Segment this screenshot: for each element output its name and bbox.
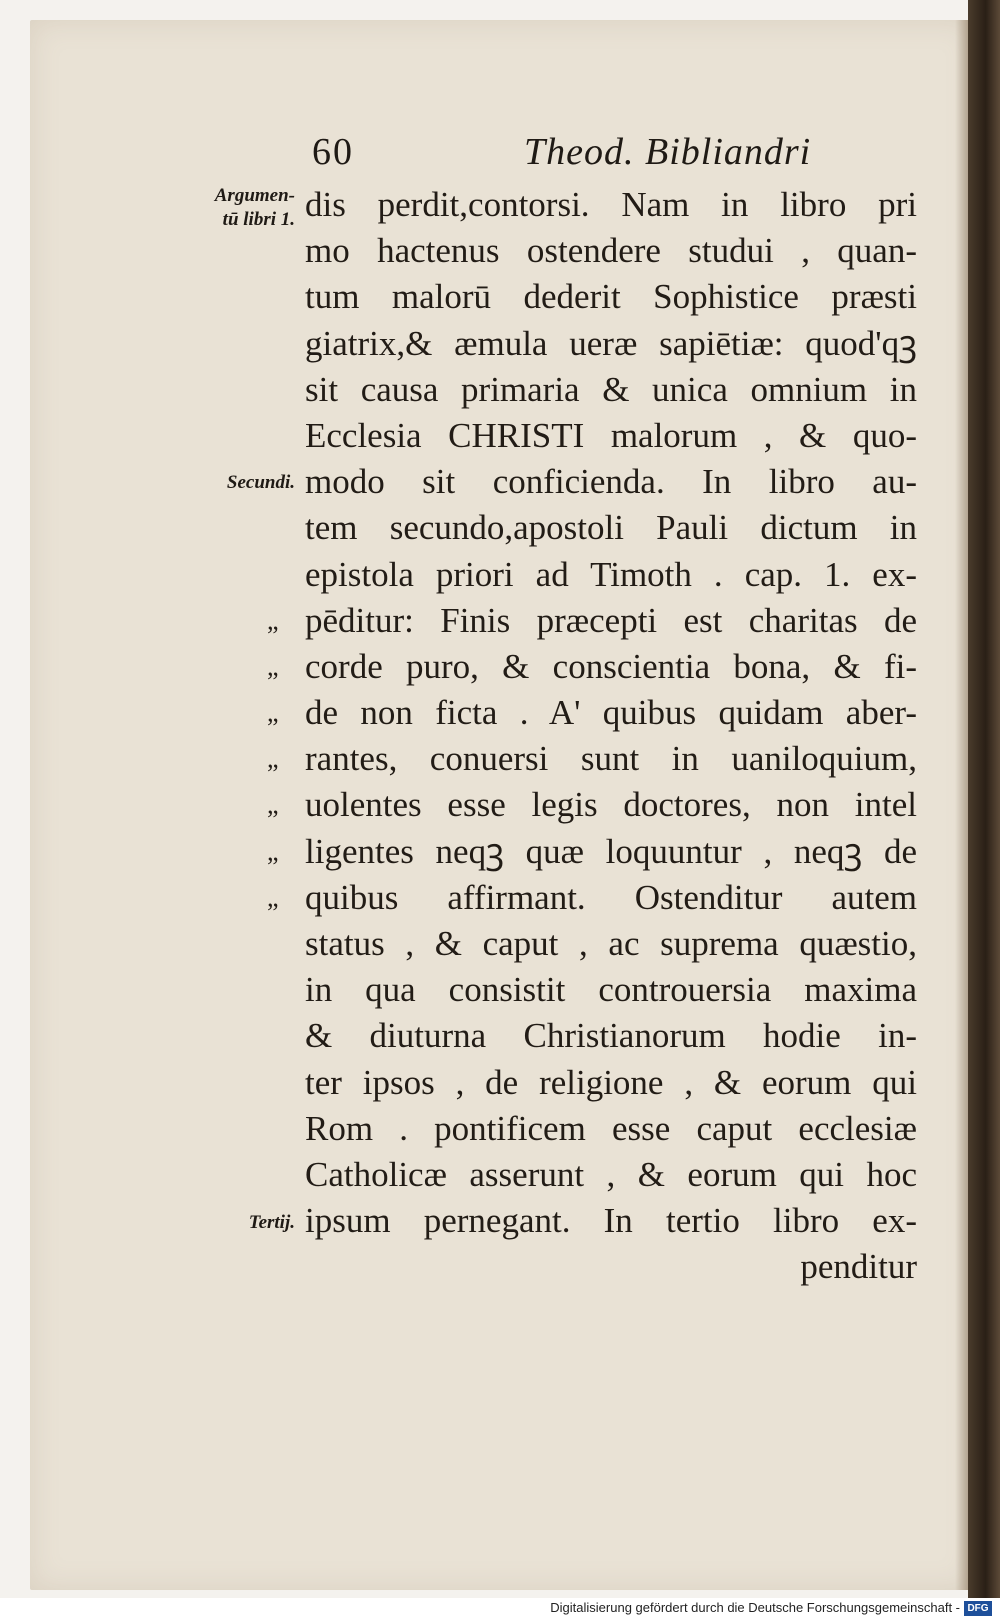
text-line: de non ficta . A' quibus quidam aber- [305,693,917,733]
page-number: 60 [312,131,354,173]
dfg-logo: DFG [964,1601,992,1616]
text-line: ter ipsos , de religione , & eorum qui [305,1062,917,1102]
text-line: dis perdit,contorsi. Nam in libro pri [305,185,917,224]
book-spine [968,0,1000,1598]
text-line: rantes, conuersi sunt in uaniloquium, [305,739,917,779]
text-line: ligentes neqꝫ quæ loquuntur , neqꝫ de [305,831,917,871]
text-line: modo sit conficienda. In libro au- [305,462,917,502]
quote-mark: „ [267,882,279,912]
quote-mark: „ [267,605,279,635]
text-line: corde puro, & conscientia bona, & fi- [305,646,917,686]
page-edge-shadow [955,20,969,1590]
margin-note-argumentum [170,184,295,232]
text-line: in qua consistit controuersia maxima [305,970,917,1010]
text-line: Catholicæ asserunt , & eorum qui hoc [305,1154,917,1194]
text-line: tem secundo,apostoli Pauli dictum in [305,508,917,548]
text-line: & diuturna Christianorum hodie in- [305,1016,917,1056]
quoted-line [267,644,917,690]
margin-note-secundi: Secundi. [226,472,295,493]
catchword: penditur [800,1247,917,1287]
quoted-line [267,782,917,828]
text-line: tum malorū dederit Sophistice præsti [305,277,917,317]
quote-mark: „ [267,698,279,728]
footer-credit: Digitalisierung gefördert durch die Deutsche Forschungsgemeinschaft - [550,1600,960,1615]
quoted-line [267,690,917,736]
text-line: ipsum pernegant. In tertio libro ex- [305,1201,917,1241]
running-title: Theod. Bibliandri [524,131,812,173]
quote-mark: „ [267,651,279,681]
quoted-line [267,598,917,644]
page-header [312,130,912,180]
text-line: status , & caput , ac suprema quæstio, [305,924,917,963]
quote-mark: „ [267,836,279,866]
quote-mark: „ [267,744,279,774]
quoted-line [267,875,917,921]
margin-note-argumentum-line2: tū libri 1. [222,209,295,230]
quoted-line [267,736,917,782]
margin-note-argumentum-line1: Argumen- [214,185,295,206]
quoted-line [267,829,917,875]
text-line: uolentes esse legis doctores, non intel [305,785,917,825]
text-line: Rom . pontificem esse caput ecclesiæ [305,1108,917,1148]
footer-bar [0,1598,1000,1620]
text-line: pēditur: Finis præcepti est charitas de [305,600,917,640]
text-line: epistola priori ad Timoth . cap. 1. ex- [305,554,917,594]
text-line: sit causa primaria & unica omnium in [305,369,917,409]
quote-mark: „ [267,790,279,820]
text-line: giatrix,& æmula ueræ sapiētiæ: quod'qꝫ [305,323,917,363]
text-line: mo hactenus ostendere studui , quan- [305,231,917,271]
text-line: quibus affirmant. Ostenditur autem [305,877,917,917]
margin-note-tertii: Tertij. [248,1212,295,1233]
text-line: Ecclesia CHRISTI malorum , & quo- [305,415,917,455]
